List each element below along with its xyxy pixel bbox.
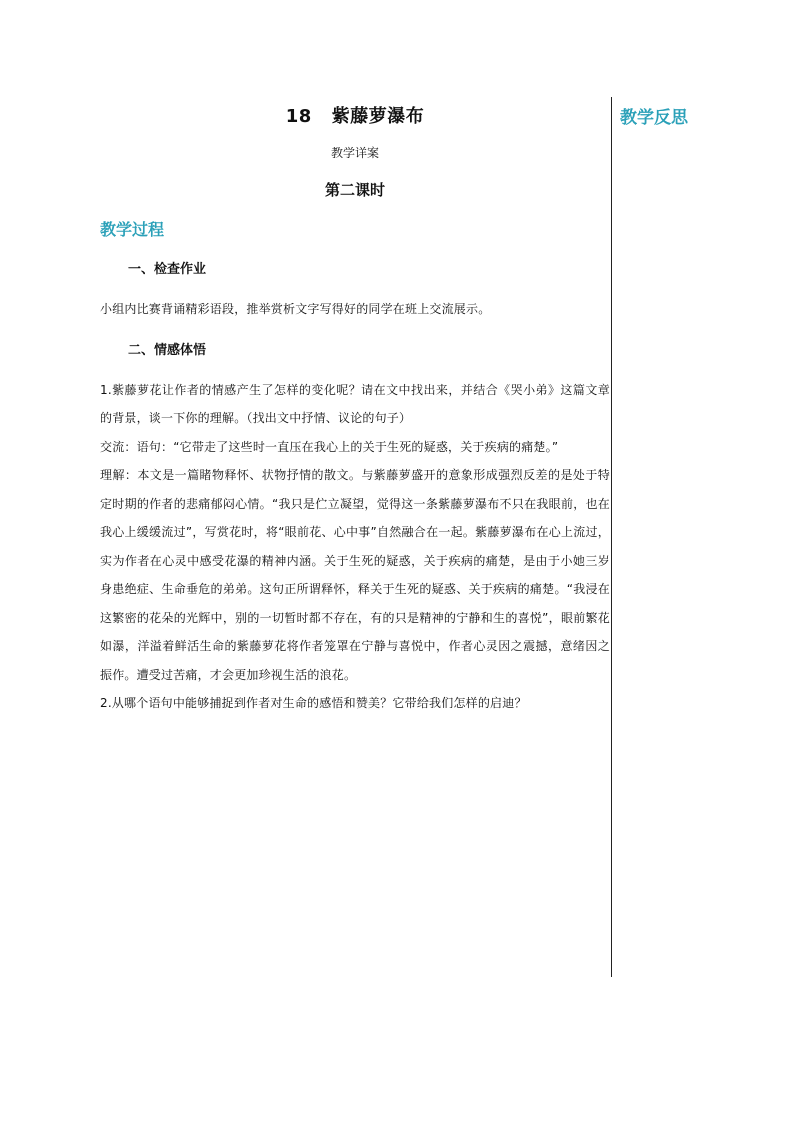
column-divider [611,97,612,977]
lesson-number: 18 [285,106,312,127]
period-title: 第二课时 [324,181,385,199]
process-heading: 教学过程 [100,220,165,239]
lesson-subtitle: 教学详案 [330,146,379,160]
question-2: 2.从哪个语句中能够捕捉到作者对生命的感悟和赞美？它带给我们怎样的启迪？ [100,696,527,710]
lesson-title [100,104,610,130]
homework-text: 小组内比赛背诵精彩语段，推举赏析文字写得好的同学在班上交流展示。 [100,302,491,316]
section-heading-emotion: 二、情感体悟 [128,342,207,358]
question-1: 1.紫藤萝花让作者的情感产生了怎样的变化呢？请在文中找出来，并结合《哭小弟》这篇文章的背景，谈一下你的理解。（找出文中抒情、议论的句子） [100,382,610,425]
lesson-title-text: 紫藤萝瀑布 [331,106,425,127]
exchange-text: 交流：语句：“它带走了这些时一直压在我心上的关于生死的疑惑，关于疾病的痛楚。” [100,439,559,454]
understanding-text: 理解：本文是一篇睹物释怀、状物抒情的散文。与紫藤萝盛开的意象形成强烈反差的是处于特定时期的作者的悲痛郁闷心情。“我只是伫立凝望，觉得这一条紫藤萝瀑布不只在我眼前，也在我心上缓缓流过”，写赏花时，将“眼前花、心中事”自然融合在一起。紫藤萝瀑布在心上流过，实为作者在心灵中感受花瀑的精神内涵。关于生死的疑惑，关于疾病的痛楚，是由于小她三岁身患绝症、生命垂危的弟弟。这句正所谓释怀，释关于生死的疑惑、关于疾病的痛楚。“我浸在这繁密的花朵的光辉中，别的一切暂时都不存在，有的只是精神的宁静和生的喜悦”，眼前繁花如瀑，洋溢着鲜活生命的紫藤萝花将作者笼罩在宁静与喜悦中，作者心灵因之震撼，意绪因之振作。遭受过苦痛，才会更加珍视生活的浪花。 [100,468,610,682]
lesson-plan-column [100,95,610,718]
reflection-column [620,103,780,128]
reflection-heading: 教学反思 [620,108,688,128]
section-heading-homework: 一、检查作业 [128,262,207,277]
